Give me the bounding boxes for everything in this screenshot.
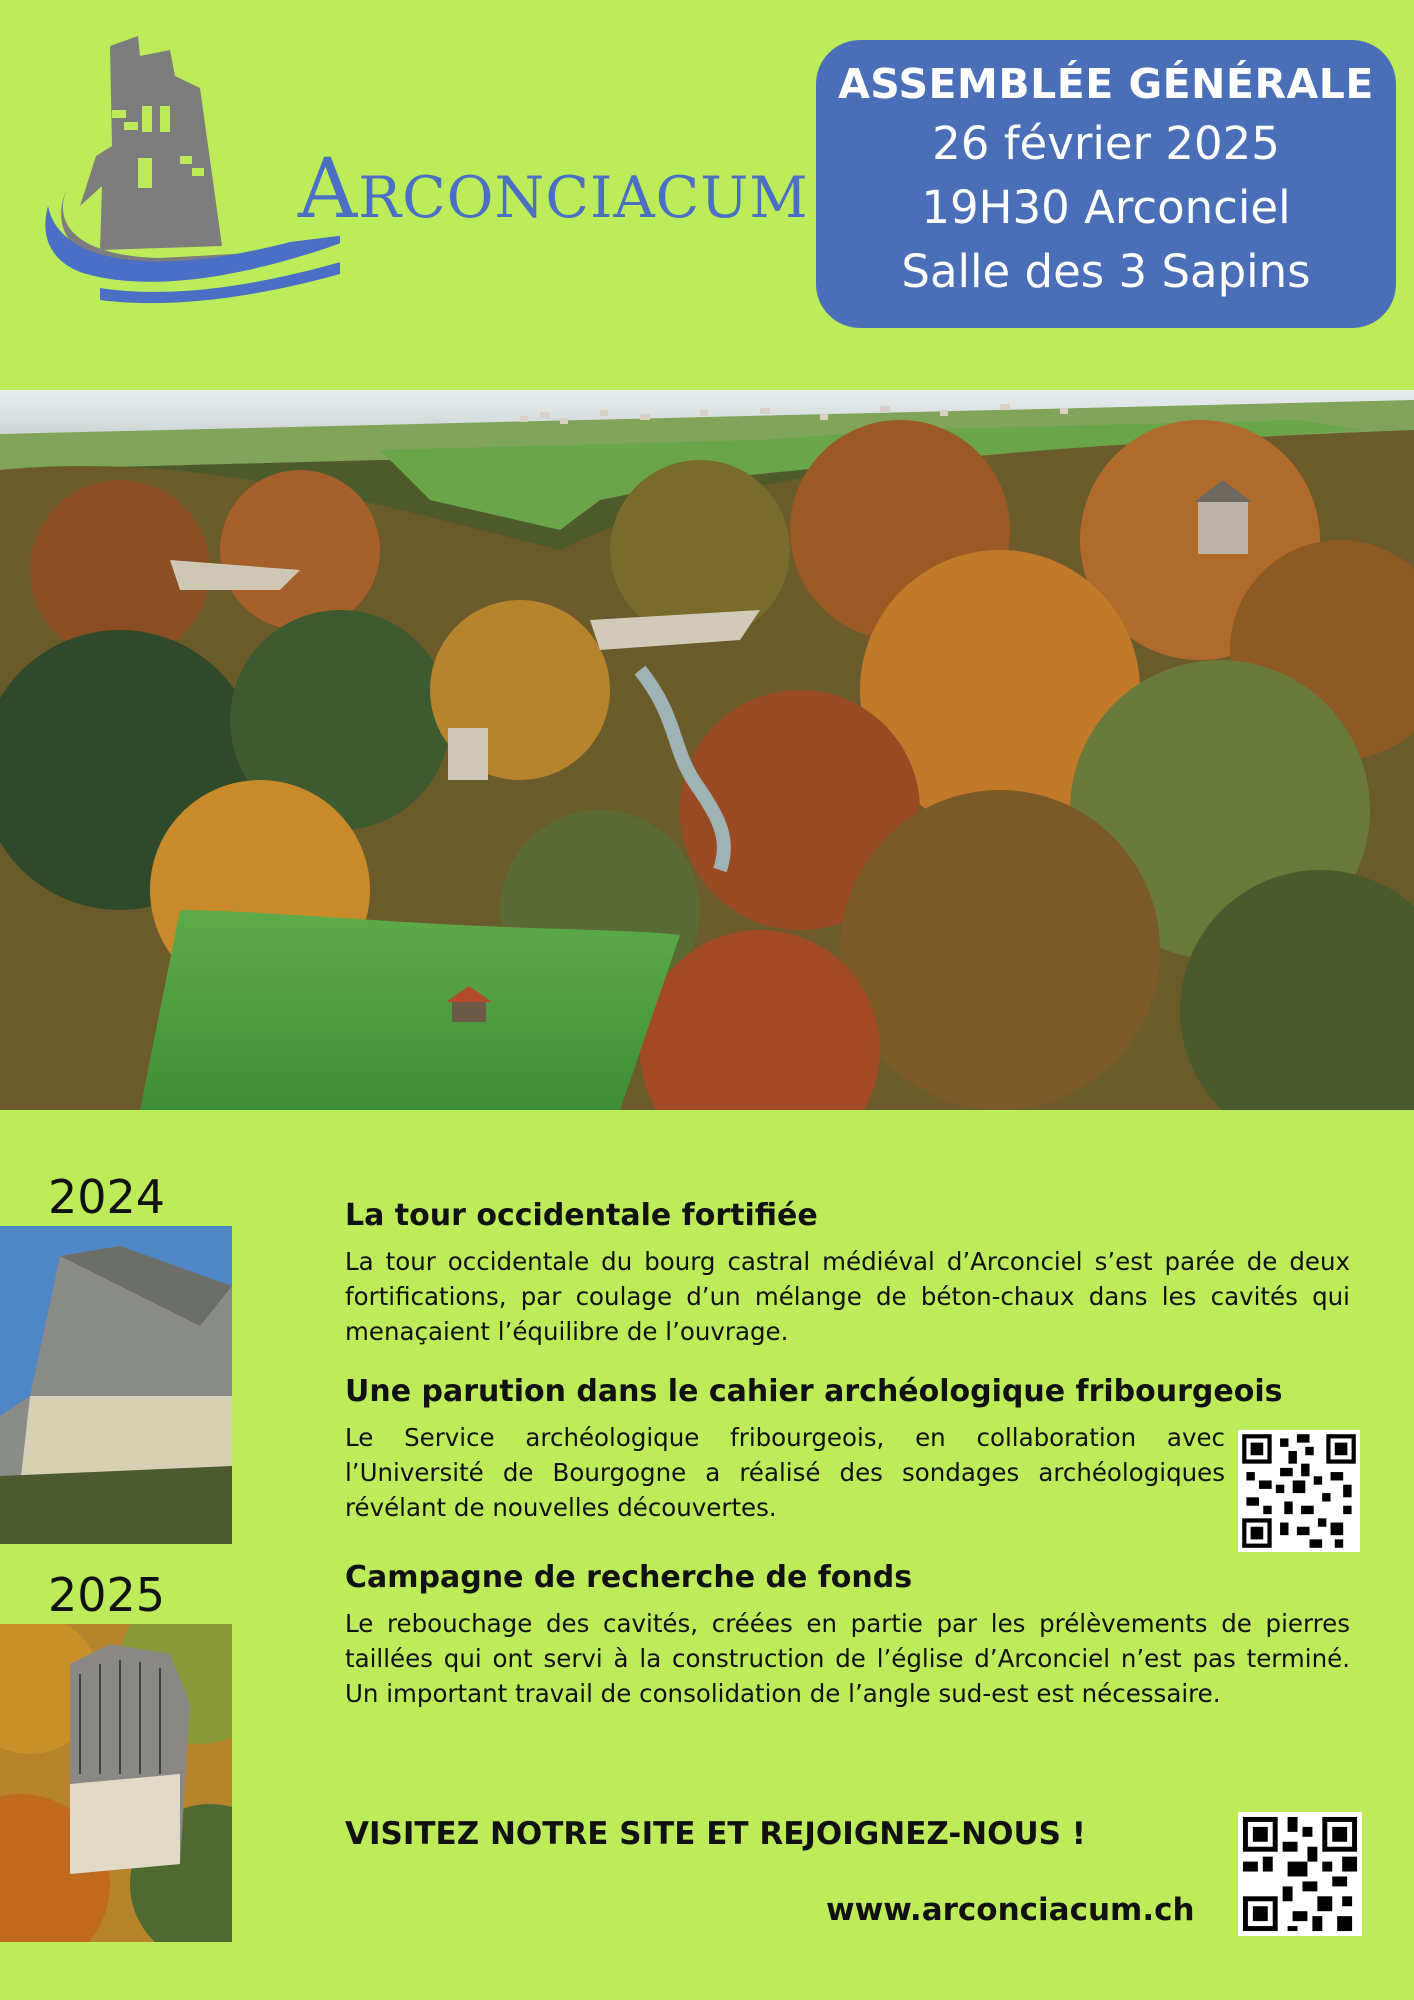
tower-photo-2024: [0, 1226, 232, 1544]
assembly-time-place: 19H30 Arconciel: [921, 181, 1291, 234]
article-fortified-tower: [345, 1196, 1350, 1349]
year-label-2025: 2025: [48, 1568, 166, 1622]
article-title: Une parution dans le cahier archéologique fribourgeois: [345, 1374, 1283, 1409]
assembly-date: 26 février 2025: [932, 117, 1280, 170]
article-title: La tour occidentale fortifiée: [345, 1198, 818, 1233]
assembly-info-box: [816, 40, 1396, 328]
article-title: Campagne de recherche de fonds: [345, 1560, 913, 1595]
qr-code-icon: [1238, 1430, 1360, 1552]
tower-photo-2025: [0, 1624, 232, 1942]
website-link[interactable]: www.arconciacum.ch: [826, 1892, 1195, 1928]
tower-logo-icon: [40, 36, 340, 316]
article-body: La tour occidentale du bourg castral médiéval d’Arconciel s’est parée de deux fortifications, par coulage d’un mélange de béton-chaux dans les cavités qui menaçaient l’équilibre de l’ouvrage.: [345, 1247, 1350, 1346]
call-to-action: VISITEZ NOTRE SITE ET REJOIGNEZ-NOUS !: [345, 1816, 1086, 1852]
tower-2024-image: [0, 1226, 232, 1544]
tower-2025-image: [0, 1624, 232, 1942]
qr-code-icon: [1238, 1812, 1362, 1936]
logo: [40, 36, 809, 316]
article-body: Le Service archéologique fribourgeois, en collaboration avec l’Université de Bourgogne a réalisé des sondages archéologiques révélant de nouvelles découvertes.: [345, 1423, 1225, 1522]
qr-code-website[interactable]: [1238, 1812, 1362, 1936]
forest-valley-image: [0, 390, 1414, 1110]
landscape-photo: [0, 390, 1414, 1110]
article-publication: [345, 1372, 1350, 1525]
article-body: Le rebouchage des cavités, créées en partie par les prélèvements de pierres taillées qui ont servi à la construction de l’église d’Arconciel n’est pas terminé. Un important travail de consolidation de l’angle sud-est est nécessaire.: [345, 1609, 1350, 1708]
logo-wordmark: Arconciacum: [298, 142, 809, 237]
assembly-title: ASSEMBLÉE GÉNÉRALE: [838, 60, 1374, 108]
assembly-venue: Salle des 3 Sapins: [901, 245, 1311, 298]
qr-code-publication[interactable]: [1238, 1430, 1360, 1552]
year-label-2024: 2024: [48, 1170, 166, 1224]
article-fundraising: [345, 1558, 1350, 1711]
